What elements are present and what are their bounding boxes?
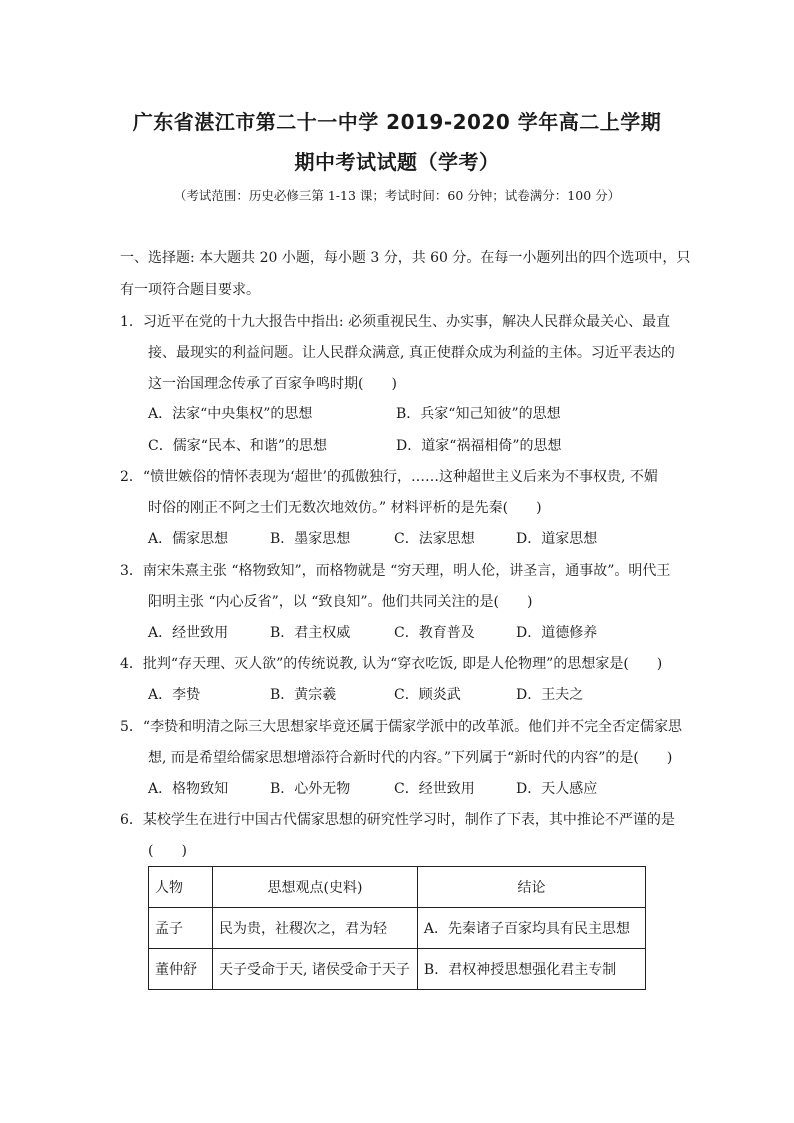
q4-stem-line-1: 4．批判“存天理、灭人欲”的传统说教, 认为“穿衣吃饭, 即是人伦物理”的思想家是( ) <box>120 656 663 672</box>
q1-option-c: C．儒家“民本、和谐”的思想 <box>148 438 328 454</box>
q6-data-table <box>148 866 646 990</box>
title-line-1: 广东省湛江市第二十一中学 2019-2020 学年高二上学期 <box>132 110 662 134</box>
exam-scope: （考试范围：历史必修三第 1-13 课；考试时间：60 分钟；试卷满分：100 分） <box>173 188 621 203</box>
table-header-cell: 人物 <box>149 867 213 908</box>
q4-option-b: B．黄宗羲 <box>270 687 337 703</box>
table-cell: 民为贵，社稷次之，君为轻 <box>213 908 418 949</box>
q2-stem-line-2: 时俗的刚正不阿之士们无数次地效仿。” 材料评析的是先秦( ) <box>148 500 542 516</box>
table-cell: 孟子 <box>149 908 213 949</box>
q3-stem-line-1: 3．南宋朱熹主张 “格物致知”，而格物就是 “穷天理，明人伦，讲圣言，通事故”。明代王 <box>120 563 671 579</box>
q4-option-d: D．王夫之 <box>516 687 584 703</box>
title-line-2: 期中考试试题（学考） <box>294 150 500 174</box>
q2-option-b: B．墨家思想 <box>270 531 351 547</box>
table-header-cell: 思想观点(史料) <box>213 867 418 908</box>
q5-option-b: B．心外无物 <box>270 781 351 797</box>
q5-option-d: D．天人感应 <box>516 781 598 797</box>
q1-option-a: A．法家“中央集权”的思想 <box>148 406 313 422</box>
q5-option-a: A．格物致知 <box>148 781 229 797</box>
q5-option-c: C．经世致用 <box>394 781 475 797</box>
q2-option-c: C．法家思想 <box>394 531 475 547</box>
q6-stem-line-2: ( ) <box>148 843 187 859</box>
q2-stem-line-1: 2．“愤世嫉俗的情怀表现为‘超世’的孤傲独行，……这种超世主义后来为不事权贵, 不媚 <box>120 469 658 485</box>
table-header-row <box>149 867 646 908</box>
section-intro-line-1: 一、选择题: 本大题共 20 小题，每小题 3 分，共 60 分。在每一小题列出的四个选项中，只 <box>120 250 691 266</box>
q1-stem-line-2: 接、最现实的利益问题。让人民群众满意, 真正使群众成为利益的主体。习近平表达的 <box>148 345 675 361</box>
q2-option-a: A．儒家思想 <box>148 531 229 547</box>
q1-stem-line-1: 1．习近平在党的十九大报告中指出: 必须重视民生、办实事，解决人民群众最关心、最直 <box>120 314 671 330</box>
table-row <box>149 949 646 990</box>
table-header-cell: 结论 <box>417 867 645 908</box>
table-cell: 天子受命于天, 诸侯受命于天子 <box>213 949 418 990</box>
q3-option-d: D．道德修养 <box>516 625 598 641</box>
q3-option-a: A．经世致用 <box>148 625 229 641</box>
table-cell: B．君权神授思想强化君主专制 <box>417 949 645 990</box>
q1-stem-line-3: 这一治国理念传承了百家争鸣时期( ) <box>148 376 397 392</box>
q1-option-b: B．兵家“知己知彼”的思想 <box>396 406 561 422</box>
table-cell: 董仲舒 <box>149 949 213 990</box>
q5-stem-line-1: 5．“李贽和明清之际三大思想家毕竟还属于儒家学派中的改革派。他们并不完全否定儒家思 <box>120 719 683 735</box>
q6-stem-line-1: 6．某校学生在进行中国古代儒家思想的研究性学习时，制作了下表，其中推论不严谨的是 <box>120 812 675 828</box>
q3-stem-line-2: 阳明主张 “内心反省”，以 “致良知”。他们共同关注的是( ) <box>148 594 533 610</box>
q2-option-d: D．道家思想 <box>516 531 598 547</box>
q1-option-d: D．道家“祸福相倚”的思想 <box>396 438 562 454</box>
table-cell: A．先秦诸子百家均具有民主思想 <box>417 908 645 949</box>
q5-stem-line-2: 想, 而是希望给儒家思想增添符合新时代的内容。”下列属于“新时代的内容”的是( ) <box>148 750 673 766</box>
q4-option-a: A．李贽 <box>148 687 201 703</box>
q3-option-b: B．君主权威 <box>270 625 351 641</box>
section-intro-line-2: 有一项符合题目要求。 <box>120 282 260 298</box>
table-row <box>149 908 646 949</box>
q3-option-c: C．教育普及 <box>394 625 475 641</box>
q4-option-c: C．顾炎武 <box>394 687 461 703</box>
